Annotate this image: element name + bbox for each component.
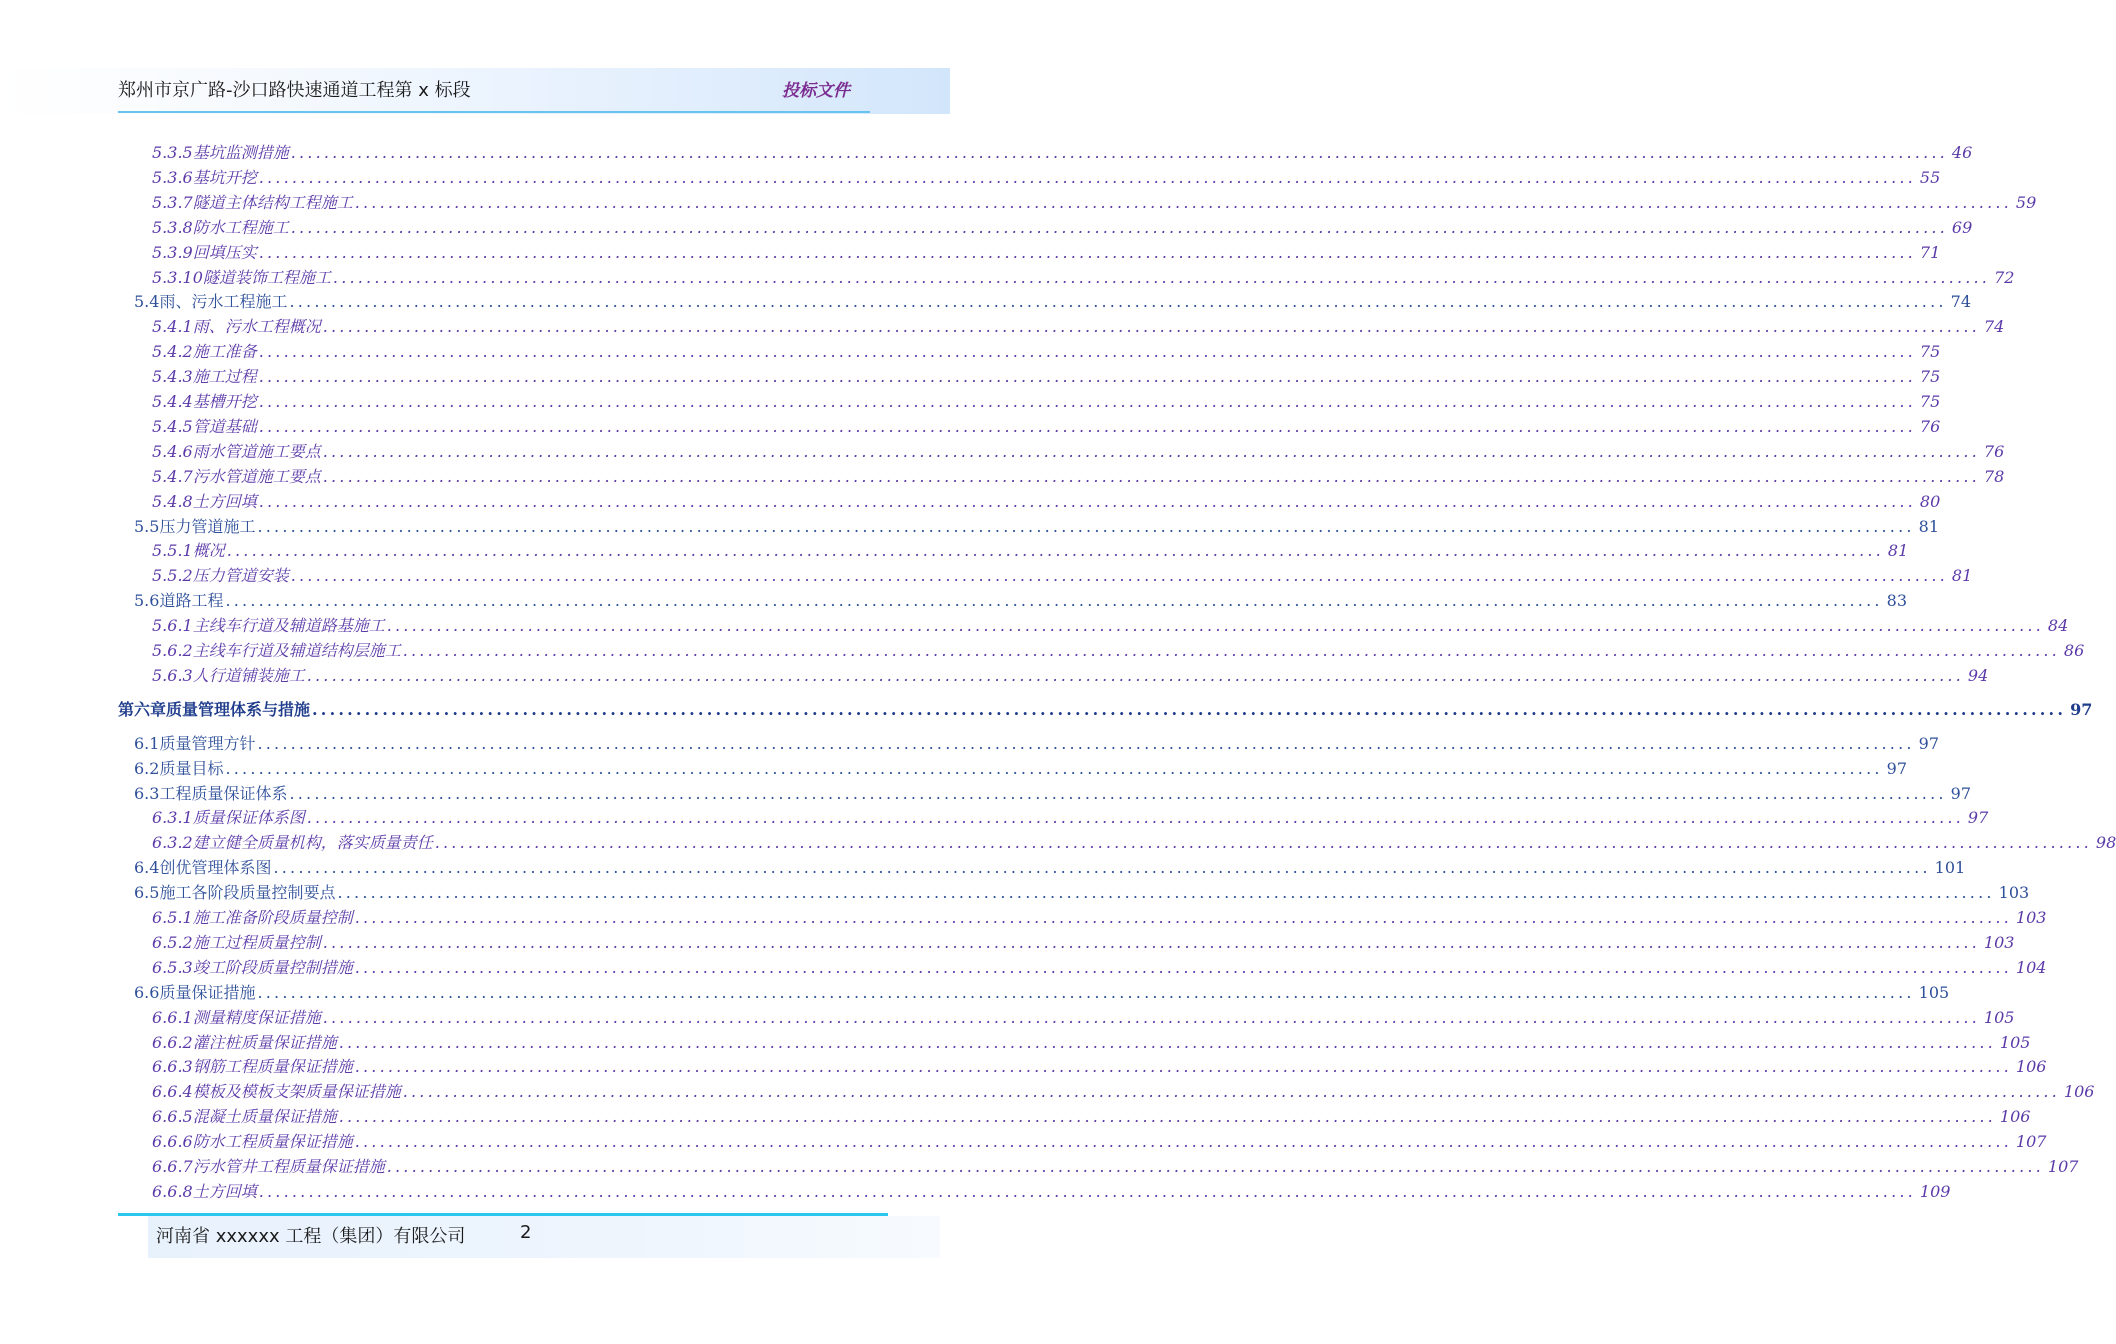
toc-entry-page: 76	[1919, 416, 1941, 436]
toc-dot-leader: ........................................................................................................................................................................................................	[289, 292, 1947, 312]
toc-entry-page: 81	[1918, 516, 1940, 536]
toc-dot-leader: ........................................................................................................................................................................................................	[322, 317, 1980, 337]
toc-entry[interactable]	[0, 1130, 2047, 1154]
toc-entry-page: 59	[2015, 192, 2037, 212]
toc-entry-page: 80	[1919, 491, 1941, 511]
toc-entry[interactable]	[0, 166, 1941, 190]
toc-dot-leader: ........................................................................................................................................................................................................	[338, 1032, 1996, 1052]
toc-dot-leader: ........................................................................................................................................................................................................	[290, 143, 1948, 162]
toc-entry-title: 模板及模板支架质量保证措施	[192, 1082, 401, 1102]
toc-entry[interactable]	[0, 191, 2037, 215]
toc-dot-leader: ........................................................................................................................................................................................................	[226, 541, 1884, 561]
toc-entry-number: 6.4	[134, 858, 160, 878]
toc-entry-title: 土方回填	[192, 1181, 257, 1201]
toc-entry[interactable]	[0, 315, 2005, 339]
toc-entry[interactable]	[0, 757, 1908, 781]
document-header-title: 郑州市京广路-沙口路快速通道工程第 x 标段	[118, 80, 471, 101]
toc-dot-leader: ........................................................................................................................................................................................................	[225, 758, 1883, 778]
toc-entry-number: 5.4	[134, 292, 160, 312]
toc-entry-page: 84	[2047, 616, 2069, 636]
toc-dot-leader: ........................................................................................................................................................................................................	[258, 367, 1916, 387]
toc-entry-number: 5.6	[134, 591, 160, 611]
toc-dot-leader: ........................................................................................................................................................................................................	[258, 167, 1916, 187]
toc-entry[interactable]	[0, 390, 1941, 414]
toc-entry[interactable]	[0, 465, 2005, 489]
toc-entry[interactable]	[0, 266, 2015, 290]
toc-entry[interactable]	[0, 1155, 2079, 1179]
toc-dot-leader: ........................................................................................................................................................................................................	[258, 491, 1916, 511]
toc-entry-page: 72	[1994, 267, 2015, 287]
toc-entry-page: 74	[1983, 317, 2005, 337]
toc-entry-page: 106	[2063, 1082, 2095, 1102]
toc-entry[interactable]	[0, 639, 2085, 663]
toc-entry[interactable]	[0, 1031, 2031, 1055]
toc-dot-leader: ........................................................................................................................................................................................................	[322, 1007, 1980, 1027]
toc-entry-page: 78	[1983, 466, 2005, 486]
toc-entry-page: 107	[2015, 1132, 2047, 1152]
toc-entry-title: 施工准备阶段质量控制	[192, 908, 353, 927]
toc-entry-page: 97	[2070, 699, 2093, 719]
toc-entry-page: 103	[1998, 883, 2030, 903]
toc-dot-leader: ........................................................................................................................................................................................................	[257, 733, 1915, 753]
toc-entry-number: 5.4.2	[152, 342, 193, 362]
toc-entry[interactable]	[0, 1180, 1951, 1204]
toc-entry[interactable]	[0, 216, 1973, 240]
toc-entry[interactable]	[0, 664, 1989, 688]
toc-entry-title: 回填压实	[192, 242, 257, 262]
toc-entry[interactable]	[0, 290, 1972, 314]
toc-entry-page: 76	[1983, 441, 2005, 461]
toc-entry[interactable]	[0, 589, 1908, 613]
toc-entry-number: 5.3.5	[152, 143, 193, 162]
toc-entry-title: 防水工程施工	[192, 217, 289, 237]
toc-dot-leader: ........................................................................................................................................................................................................	[354, 908, 2012, 927]
toc-entry-number: 5.5.2	[152, 566, 193, 586]
toc-entry-title: 质量保证体系图	[192, 808, 305, 828]
toc-entry-title: 灌注桩质量保证措施	[192, 1032, 337, 1052]
toc-entry-title: 质量管理体系与措施	[166, 699, 311, 719]
toc-entry[interactable]	[0, 241, 1941, 265]
toc-dot-leader: ........................................................................................................................................................................................................	[434, 833, 2092, 853]
toc-entry-number: 5.4.1	[152, 317, 193, 337]
toc-entry-page: 105	[1918, 982, 1950, 1002]
toc-entry-number: 6.6.5	[152, 1107, 193, 1127]
toc-entry-number: 6.6	[134, 982, 160, 1002]
toc-entry-page: 75	[1919, 367, 1941, 387]
toc-entry-number: 5.3.9	[152, 242, 193, 262]
toc-entry-number: 6.5.2	[152, 932, 193, 952]
toc-entry-title: 管道基础	[192, 416, 257, 436]
toc-entry-title: 施工过程	[192, 367, 257, 387]
toc-dot-leader: ........................................................................................................................................................................................................	[290, 217, 1948, 237]
toc-entry-title: 质量保证措施	[159, 982, 256, 1002]
toc-entry-page: 103	[1983, 932, 2015, 952]
toc-entry-title: 混凝土质量保证措施	[192, 1107, 337, 1127]
toc-entry-title: 创优管理体系图	[159, 858, 272, 878]
toc-entry-title: 建立健全质量机构，落实质量责任	[192, 833, 433, 853]
toc-dot-leader: ........................................................................................................................................................................................................	[258, 416, 1916, 436]
toc-entry-page: 81	[1951, 566, 1973, 586]
toc-entry-number: 6.6.2	[152, 1032, 193, 1052]
toc-entry[interactable]	[0, 340, 1941, 364]
toc-entry-title: 基坑开挖	[192, 167, 257, 187]
toc-entry-page: 106	[1999, 1107, 2031, 1127]
toc-entry-page: 83	[1886, 591, 1908, 611]
toc-entry-number: 5.4.7	[152, 466, 193, 486]
toc-entry-page: 46	[1951, 143, 1973, 162]
toc-entry-number: 6.3.2	[152, 833, 193, 853]
toc-entry-title: 土方回填	[192, 491, 257, 511]
toc-entry-number: 5.6.1	[152, 616, 193, 636]
toc-dot-leader: ........................................................................................................................................................................................................	[322, 932, 1980, 952]
toc-entry-title: 基坑监测措施	[192, 143, 289, 162]
toc-entry-page: 74	[1950, 292, 1972, 312]
toc-entry-number: 5.4.3	[152, 367, 193, 387]
toc-entry[interactable]	[0, 564, 1973, 588]
toc-entry-title: 道路工程	[159, 591, 224, 611]
toc-entry-number: 6.6.4	[152, 1082, 193, 1102]
toc-dot-leader: ........................................................................................................................................................................................................	[386, 1157, 2044, 1176]
toc-entry-number: 5.6.3	[152, 665, 193, 685]
toc-entry-number: 5.3.7	[152, 192, 193, 212]
toc-entry-title: 主线车行道及辅道路基施工	[192, 616, 385, 636]
toc-entry-page: 105	[1983, 1007, 2015, 1027]
toc-entry-title: 人行道铺装施工	[192, 665, 305, 685]
toc-dot-leader: ........................................................................................................................................................................................................	[322, 441, 1980, 461]
toc-entry-title: 防水工程质量保证措施	[192, 1132, 353, 1152]
toc-entry-page: 105	[1999, 1032, 2031, 1052]
toc-dot-leader: ........................................................................................................................................................................................................	[402, 641, 2060, 660]
toc-entry[interactable]	[0, 1105, 2031, 1129]
toc-entry-page: 109	[1919, 1181, 1951, 1201]
toc-entry-page: 75	[1919, 392, 1941, 411]
toc-entry-page: 104	[2015, 957, 2047, 977]
toc-entry-page: 97	[1918, 733, 1940, 753]
toc-dot-leader: ........................................................................................................................................................................................................	[402, 1082, 2060, 1102]
toc-entry-title: 质量管理方针	[159, 733, 256, 753]
toc-entry-number: 6.1	[134, 733, 160, 753]
toc-dot-leader: ........................................................................................................................................................................................................	[258, 342, 1916, 362]
toc-entry-title: 质量目标	[159, 758, 224, 778]
toc-dot-leader: ........................................................................................................................................................................................................	[306, 665, 1964, 685]
toc-entry-page: 106	[2015, 1057, 2047, 1077]
toc-dot-leader: ........................................................................................................................................................................................................	[354, 957, 2012, 977]
toc-dot-leader: ........................................................................................................................................................................................................	[225, 591, 1883, 611]
toc-entry-title: 测量精度保证措施	[192, 1007, 321, 1027]
toc-entry[interactable]	[0, 440, 2005, 464]
toc-entry-number: 6.3.1	[152, 808, 193, 828]
toc-entry-number: 6.5.3	[152, 957, 193, 977]
toc-entry-number: 6.3	[134, 783, 160, 803]
toc-dot-leader: ........................................................................................................................................................................................................	[338, 1107, 1996, 1127]
toc-entry-page: 98	[2095, 833, 2116, 853]
toc-entry-number: 5.4.4	[152, 392, 193, 411]
toc-entry[interactable]	[0, 782, 1972, 806]
toc-dot-leader: ........................................................................................................................................................................................................	[354, 1057, 2012, 1077]
toc-dot-leader: ........................................................................................................................................................................................................	[290, 566, 1948, 586]
toc-entry-number: 6.6.1	[152, 1007, 193, 1027]
toc-entry[interactable]	[0, 931, 2015, 955]
toc-entry-title: 主线车行道及辅道结构层施工	[192, 641, 401, 660]
toc-entry-page: 101	[1934, 858, 1966, 878]
toc-entry[interactable]	[0, 881, 2030, 905]
toc-entry-number: 6.6.6	[152, 1132, 193, 1152]
toc-entry-page: 81	[1887, 541, 1909, 561]
footer-company-name: 河南省 xxxxxx 工程（集团）有限公司	[156, 1226, 466, 1247]
toc-entry-title: 压力管道施工	[159, 516, 256, 536]
toc-entry-number: 5.3.10	[152, 267, 203, 287]
toc-dot-leader: ........................................................................................................................................................................................................	[258, 1181, 1916, 1201]
toc-entry-title: 工程质量保证体系	[159, 783, 288, 803]
toc-entry-page: 86	[2063, 641, 2085, 660]
toc-entry-number: 5.5.1	[152, 541, 193, 561]
toc-entry[interactable]	[0, 515, 1940, 539]
toc-dot-leader: ........................................................................................................................................................................................................	[257, 982, 1915, 1002]
toc-dot-leader: ........................................................................................................................................................................................................	[258, 392, 1916, 411]
toc-entry-number: 6.5	[134, 883, 160, 903]
toc-entry[interactable]	[0, 614, 2069, 638]
toc-entry[interactable]	[0, 831, 2116, 855]
toc-entry-title: 施工过程质量控制	[192, 932, 321, 952]
toc-entry-title: 雨水管道施工要点	[192, 441, 321, 461]
toc-entry[interactable]	[0, 956, 2047, 980]
toc-entry-number: 5.4.8	[152, 491, 193, 511]
toc-entry-number: 5.4.5	[152, 416, 193, 436]
toc-entry-number: 6.6.7	[152, 1157, 193, 1176]
toc-entry-number: 第六章	[118, 699, 167, 719]
toc-dot-leader: ........................................................................................................................................................................................................	[322, 466, 1980, 486]
toc-entry-page: 75	[1919, 342, 1941, 362]
toc-entry-title: 施工准备	[192, 342, 257, 362]
toc-entry[interactable]	[0, 1006, 2015, 1030]
toc-entry-number: 6.6.8	[152, 1181, 193, 1201]
toc-dot-leader: ........................................................................................................................................................................................................	[337, 883, 1995, 903]
toc-dot-leader: ........................................................................................................................................................................................................	[386, 616, 2044, 636]
toc-entry-title: 污水管井工程质量保证措施	[192, 1157, 385, 1176]
toc-entry-number: 6.6.3	[152, 1057, 193, 1077]
toc-entry-number: 5.6.2	[152, 641, 193, 660]
toc-entry-page: 107	[2047, 1157, 2079, 1176]
toc-entry[interactable]	[0, 806, 1989, 830]
toc-dot-leader: ........................................................................................................................................................................................................	[273, 858, 1931, 878]
toc-entry[interactable]	[0, 365, 1941, 389]
toc-entry-number: 5.3.6	[152, 167, 193, 187]
toc-entry-title: 施工各阶段质量控制要点	[159, 883, 336, 903]
toc-entry-number: 6.5.1	[152, 908, 193, 927]
toc-entry-title: 隧道装饰工程施工	[202, 267, 331, 287]
toc-dot-leader: ........................................................................................................................................................................................................	[332, 267, 1991, 287]
toc-dot-leader: ........................................................................................................................................................................................................	[306, 808, 1964, 828]
toc-dot-leader: ........................................................................................................................................................................................................	[257, 516, 1915, 536]
toc-entry-number: 6.2	[134, 758, 160, 778]
toc-entry[interactable]	[0, 698, 2093, 722]
toc-entry-title: 基槽开挖	[192, 392, 257, 411]
toc-entry-title: 压力管道安装	[192, 566, 289, 586]
toc-entry-page: 103	[2015, 908, 2047, 927]
toc-entry-page: 71	[1919, 242, 1941, 262]
toc-dot-leader: ........................................................................................................................................................................................................	[354, 1132, 2012, 1152]
toc-dot-leader: ........................................................................................................................................................................................................	[354, 192, 2012, 212]
toc-entry[interactable]	[0, 141, 1973, 165]
toc-entry[interactable]	[0, 732, 1940, 756]
toc-entry-page: 55	[1919, 167, 1941, 187]
toc-dot-leader: ........................................................................................................................................................................................................	[289, 783, 1947, 803]
toc-entry[interactable]	[0, 856, 1966, 880]
document-type-tag: 投标文件	[782, 81, 850, 101]
toc-entry-number: 5.4.6	[152, 441, 193, 461]
toc-entry-title: 隧道主体结构工程施工	[192, 192, 353, 212]
toc-entry-page: 94	[1967, 665, 1989, 685]
toc-entry-page: 97	[1886, 758, 1908, 778]
toc-entry[interactable]	[0, 906, 2047, 930]
toc-entry-title: 雨、污水工程概况	[192, 317, 321, 337]
toc-entry-title: 竣工阶段质量控制措施	[192, 957, 353, 977]
toc-entry-page: 97	[1967, 808, 1989, 828]
footer-page-number: 2	[520, 1222, 532, 1243]
toc-entry-page: 69	[1951, 217, 1973, 237]
toc-entry[interactable]	[0, 539, 1909, 563]
toc-entry[interactable]	[0, 981, 1950, 1005]
toc-entry[interactable]	[0, 415, 1941, 439]
toc-entry[interactable]	[0, 1080, 2095, 1104]
toc-entry-number: 5.5	[134, 516, 160, 536]
toc-dot-leader: ........................................................................................................................................................................................................	[312, 699, 2067, 719]
toc-dot-leader: ........................................................................................................................................................................................................	[258, 242, 1916, 262]
toc-entry[interactable]	[0, 490, 1941, 514]
toc-entry-title: 钢筋工程质量保证措施	[192, 1057, 353, 1077]
toc-entry-page: 97	[1950, 783, 1972, 803]
toc-entry[interactable]	[0, 1055, 2047, 1079]
toc-entry-title: 概况	[192, 541, 225, 561]
toc-entry-title: 污水管道施工要点	[192, 466, 321, 486]
toc-entry-number: 5.3.8	[152, 217, 193, 237]
toc-entry-title: 雨、污水工程施工	[159, 292, 288, 312]
